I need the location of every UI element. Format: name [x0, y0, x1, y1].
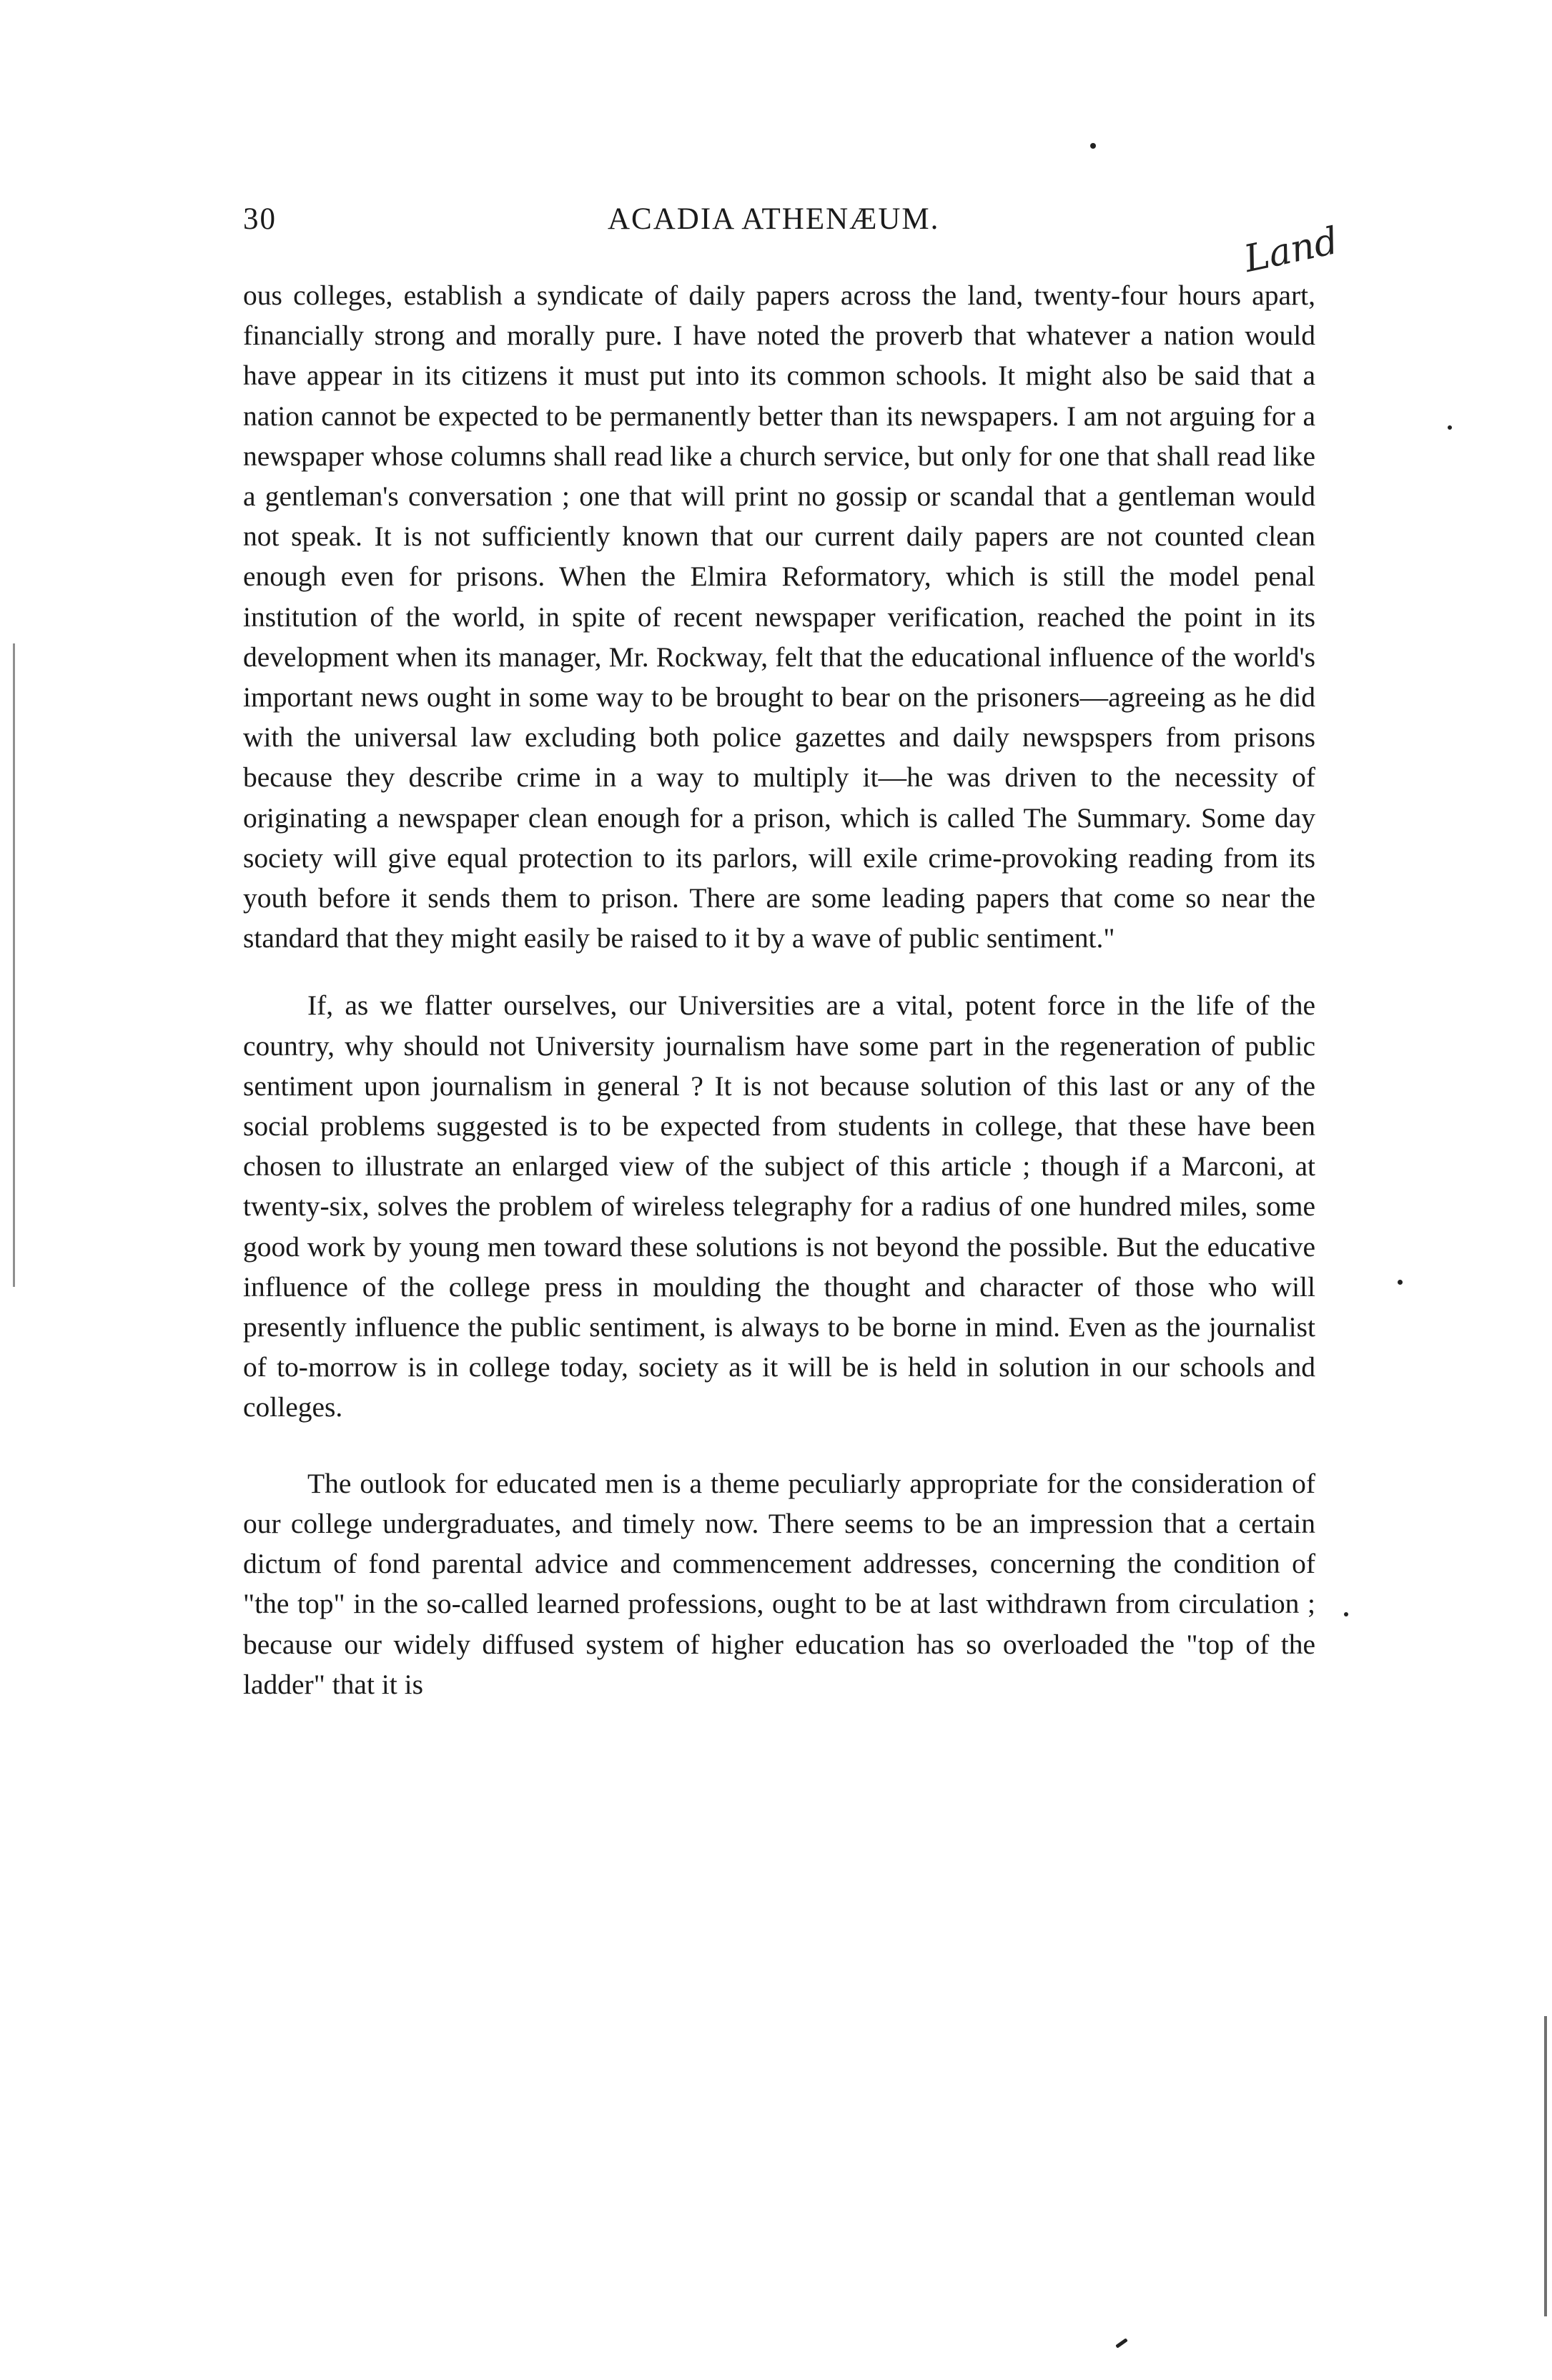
scan-speck	[1344, 1612, 1348, 1616]
paragraph-3: The outlook for educated men is a theme peculiarly appropriate for the consideration of our college undergraduates, and timely now. There seems to be an impression that a certain dictum of fond parental advice and commencement addresses, concerning the condition of "the top" in the so-called learned professions, ought to be at last withdrawn from circulation ; because our widely diffused system of higher education has so overloaded the "top of the ladder" that it is	[243, 1467, 1315, 1700]
scan-speck	[1448, 425, 1452, 430]
scan-speck	[1115, 2338, 1128, 2348]
handwritten-annotation: Land	[1240, 219, 1343, 282]
scan-margin-line	[1544, 2016, 1547, 2316]
paragraph-1: ous colleges, establish a syndicate of daily papers across the land, twenty-four hours apart, financially strong and morally pure. I have noted the proverb that whatever a nation would have appear in its citizens it must put into its common schools. It might also be said that a nation cannot be expected to be permanently better than its newspapers. I am not arguing for a newspaper whose columns shall read like a church service, but only for one that shall read like a gentleman's conversation ; one that will print no gossip or scandal that a gentleman would not speak. It is not sufficiently known that our current daily papers are not counted clean enough even for prisons. When the Elmira Reformatory, which is still the model penal institution of the world, in spite of recent newspaper verification, reached the point in its development when its manager, Mr. Rockway, felt that the educational influence of the world's important news ought in some way to be brought to bear on the prisoners—agreeing as he did with the universal law excluding both police gazettes and daily newspspers from prisons because they describe crime in a way to multiply it—he was driven to the necessity of originating a newspaper clean enough for a prison, which is called The Summary. Some day society will give equal protection to its parlors, will exile crime-provoking reading from its youth before it sends them to prison. There are some leading papers that come so near the standard that they might easily be raised to it by a wave of public sentiment."	[243, 280, 1315, 954]
scan-speck	[1090, 143, 1096, 149]
page-header	[243, 202, 1315, 245]
scan-margin-line	[13, 643, 15, 1287]
running-title: ACADIA ATHENÆUM.	[608, 202, 940, 236]
paragraph-2: If, as we flatter ourselves, our Universities are a vital, potent force in the life of the country, why should not University journalism have some part in the regeneration of public sentiment upon journalism in general ? It is not because solution of this last or any of the social problems suggested is to be expected from students in college, that these have been chosen to illustrate an enlarged view of the subject of this article ; though if a Marconi, at twenty-six, solves the problem of wireless telegraphy for a radius of one hundred miles, some good work by young men toward these solutions is not beyond the possible. But the educative influence of the college press in moulding the thought and character of those who will presently influence the public sentiment, is always to be borne in mind. Even as the journalist of to-morrow is in college today, society as it will be is held in solution in our schools and colleges.	[243, 989, 1315, 1423]
body-text	[243, 275, 1315, 1704]
scan-speck	[1398, 1280, 1403, 1285]
page-number: 30	[243, 202, 277, 236]
